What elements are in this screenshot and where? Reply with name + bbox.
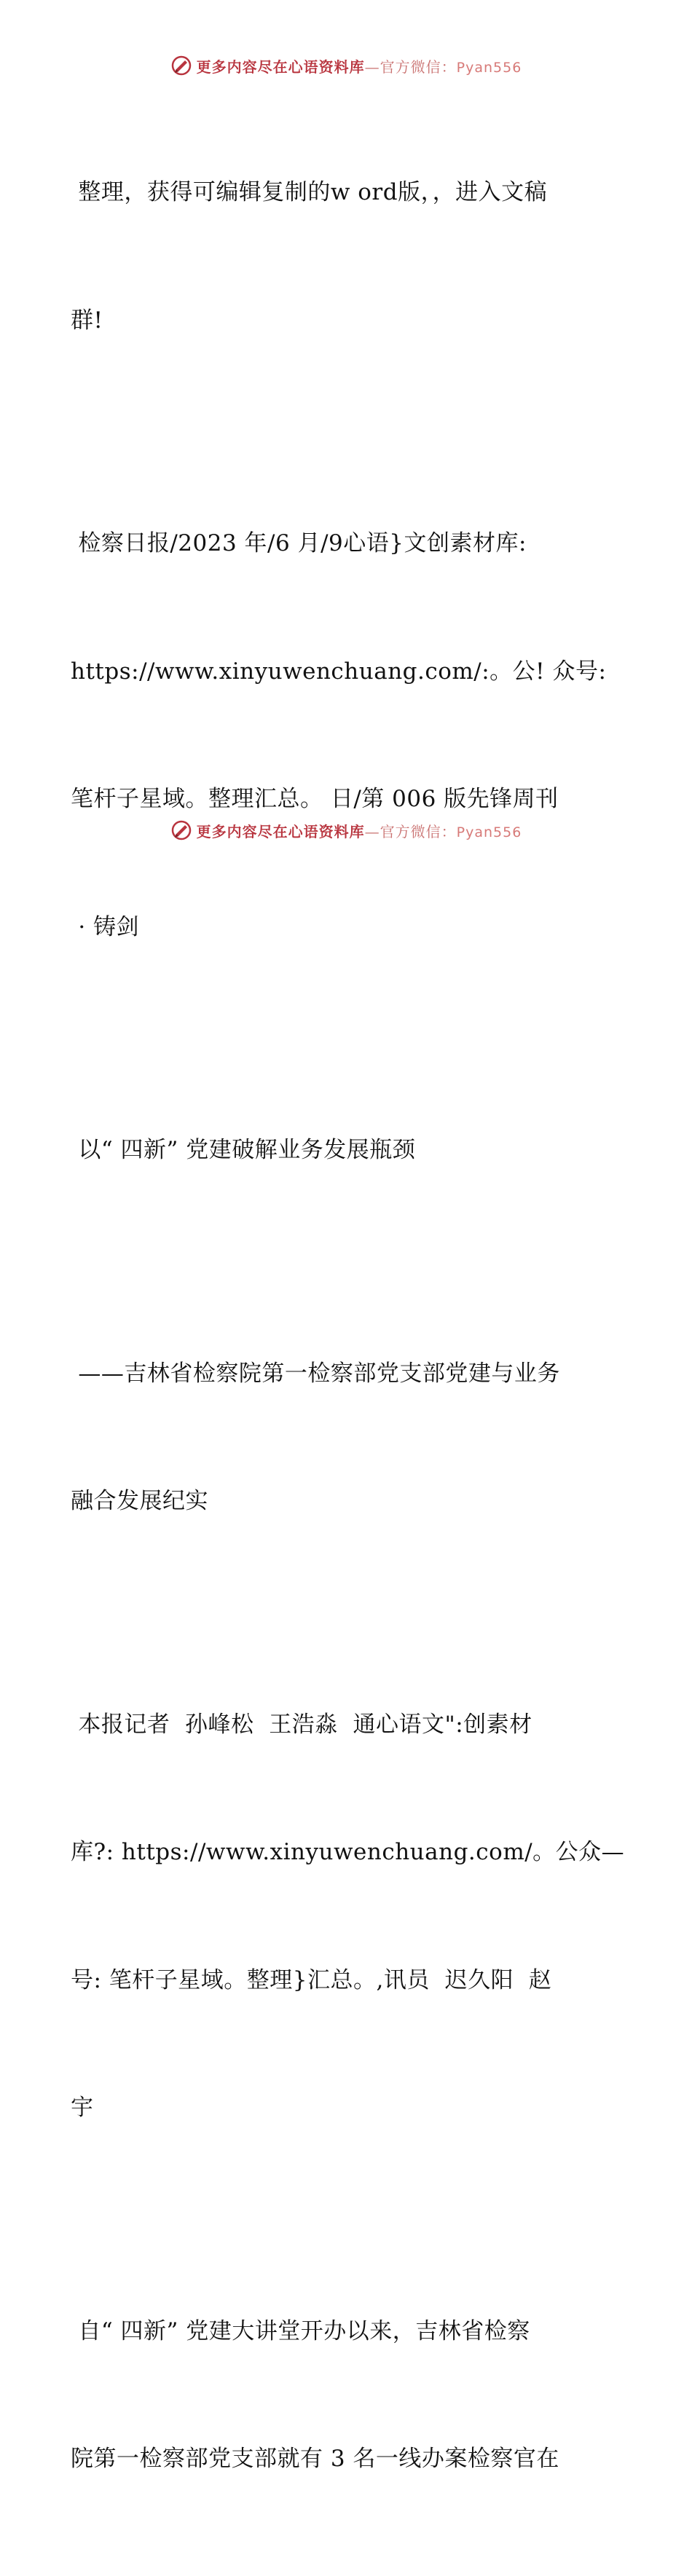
watermark-brand: 更多内容尽在心语资料库 [196, 58, 365, 76]
text-line: ——吉林省检察院第一检察部党支部党建与业务 [71, 1360, 560, 1387]
text-line: · 铸剑 [71, 913, 140, 940]
text-line: https://www.xinyuwenchuang.com/:。公! 众号: [71, 658, 607, 685]
document-body [71, 86, 624, 2576]
text-line: 检察日报/2023 年/6 月/9心语}文创素材库: [71, 530, 527, 556]
text-line: 自“ 四新” 党建大讲堂开办以来，吉林省检察 [71, 2317, 530, 2344]
red-pen-seal-icon [170, 819, 192, 841]
watermark-official: 官方微信： [380, 822, 457, 840]
red-pen-seal-icon [170, 55, 192, 76]
watermark-wechat-id: Pyan556 [456, 824, 522, 840]
text-line: 本报记者 孙峰松 王浩淼 通心语文":创素材 [71, 1711, 532, 1738]
text-line: 以“ 四新” 党建破解业务发展瓶颈 [71, 1137, 416, 1163]
article-title [71, 1044, 624, 1257]
watermark-separator: — [364, 822, 380, 840]
footer-watermark [0, 816, 692, 845]
text-line: 整理，获得可编辑复制的w ord版，，进入文稿 [71, 179, 548, 205]
watermark-separator: — [364, 58, 380, 76]
watermark-wechat-id: Pyan556 [456, 59, 522, 76]
watermark-official: 官方微信： [380, 58, 457, 76]
article-subtitle [71, 1267, 624, 1608]
text-line: 融合发展纪实 [71, 1488, 208, 1514]
paragraph-source [71, 437, 624, 1033]
watermark-text [197, 820, 522, 841]
header-watermark [0, 51, 692, 80]
text-line: 院第一检察部党支部就有 3 名一线办案检察官在 [71, 2446, 559, 2472]
text-line: 库?: https://www.xinyuwenchuang.com/。公众— [71, 1839, 625, 1865]
article-body-paragraph [71, 2225, 624, 2566]
paragraph-intro [71, 86, 624, 427]
article-byline [71, 1618, 624, 2215]
text-line: 笔杆子星域。整理汇总。 日/第 006 版先锋周刊 [71, 786, 559, 812]
text-line: 号: 笔杆子星域。整理}汇总。,讯员 迟久阳 赵 [71, 1966, 552, 1993]
text-line: 宇 [71, 2095, 94, 2121]
watermark-text [197, 55, 522, 76]
watermark-brand: 更多内容尽在心语资料库 [196, 822, 365, 840]
text-line: 群! [71, 307, 103, 334]
